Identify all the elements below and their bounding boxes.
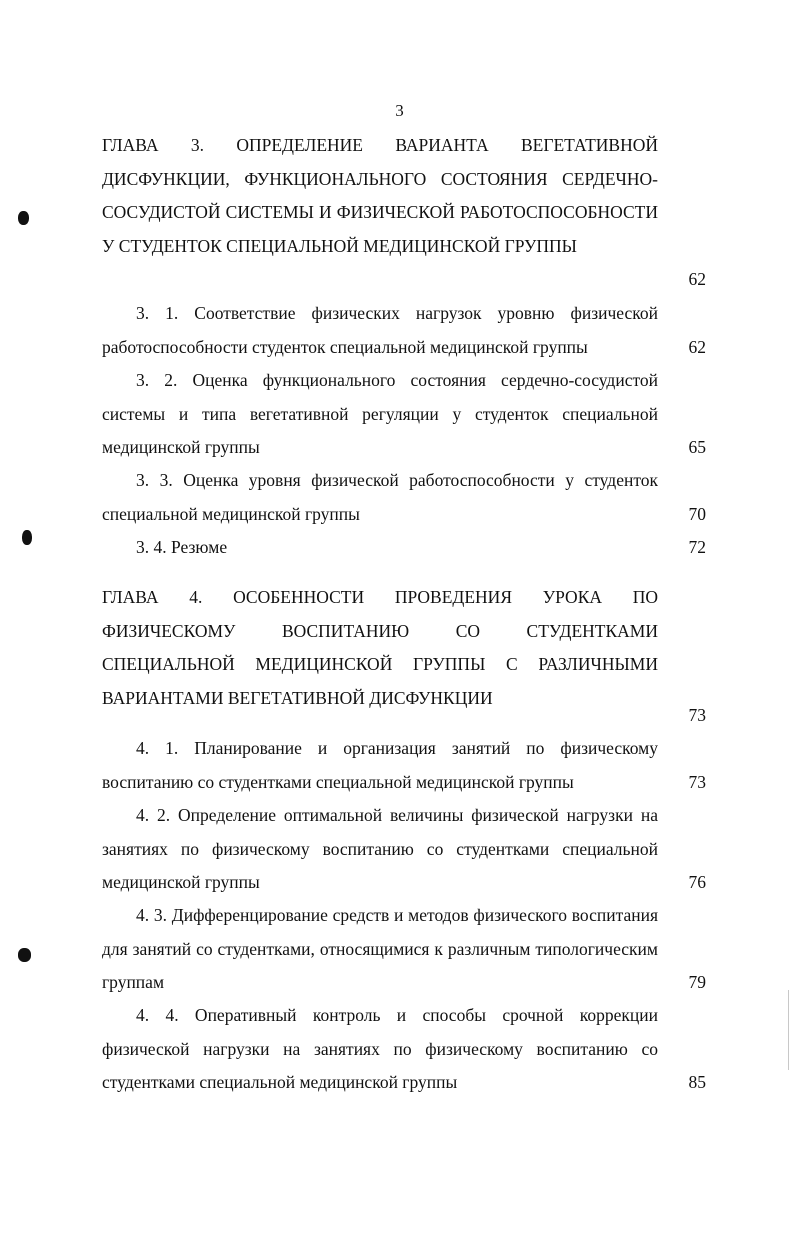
toc-entry-section-4-2 xyxy=(102,799,658,900)
toc-entry-section-4-4 xyxy=(102,999,658,1100)
toc-entry-text: 3. 2. Оценка функционального состояния сердечно-сосудистой системы и типа вегетативной регуляции у студенток специальной медицинской группы xyxy=(102,370,658,457)
toc-entry-text: ГЛАВА 3. ОПРЕДЕЛЕНИЕ ВАРИАНТА ВЕГЕТАТИВНОЙ ДИСФУНКЦИИ, ФУНКЦИОНАЛЬНОГО СОСТОЯНИЯ СЕРДЕЧНО-СОСУДИСТОЙ СИСТЕМЫ И ФИЗИЧЕСКОЙ РАБОТОСПОСОБНОСТИ У СТУДЕНТОК СПЕЦИАЛЬНОЙ МЕДИЦИНСКОЙ ГРУППЫ xyxy=(102,135,658,256)
toc-entry-text: 4. 3. Дифференцирование средств и методов физического воспитания для занятий со студентками, относящимися к различным типологическим группам xyxy=(102,905,658,992)
toc-page-number: 85 xyxy=(688,1072,706,1092)
toc-entry-section-3-2 xyxy=(102,364,658,465)
page-number: 3 xyxy=(395,101,404,120)
scan-blot-mark xyxy=(18,211,29,225)
toc-entry-text: 4. 2. Определение оптимальной величины физической нагрузки на занятиях по физическому воспитанию со студентками специальной медицинской группы xyxy=(102,805,658,892)
toc-entry-text: 4. 4. Оперативный контроль и способы срочной коррекции физической нагрузки на занятиях по физическому воспитанию со студентками специальной медицинской группы xyxy=(102,1005,658,1092)
toc-entry-chapter-4 xyxy=(102,581,658,715)
toc-entry-text: ГЛАВА 4. ОСОБЕННОСТИ ПРОВЕДЕНИЯ УРОКА ПО ФИЗИЧЕСКОМУ ВОСПИТАНИЮ СО СТУДЕНТКАМИ СПЕЦИАЛЬНОЙ МЕДИЦИНСКОЙ ГРУППЫ С РАЗЛИЧНЫМИ ВАРИАНТАМИ ВЕГЕТАТИВНОЙ ДИСФУНКЦИИ xyxy=(102,587,658,708)
toc-entry-section-4-3 xyxy=(102,899,658,1000)
toc-page-number: 76 xyxy=(688,872,706,892)
scan-blot-mark xyxy=(18,948,31,962)
toc-page-number: 73 xyxy=(688,705,706,725)
toc-entry-text: 4. 1. Планирование и организация занятий по физическому воспитанию со студентками специальной медицинской группы xyxy=(102,738,658,792)
scan-faint-line xyxy=(788,990,789,1070)
toc-page-number: 79 xyxy=(688,972,706,992)
toc-entry-section-3-1 xyxy=(102,297,658,364)
toc-entry-text: 3. 4. Резюме xyxy=(136,537,228,557)
toc-entry-section-3-3 xyxy=(102,464,658,531)
toc-page-number: 65 xyxy=(688,437,706,457)
toc-page-number: 72 xyxy=(688,537,706,557)
toc-page-number: 62 xyxy=(688,269,706,289)
toc-page-number: 70 xyxy=(688,504,706,524)
toc-entry-chapter-3 xyxy=(102,129,658,263)
toc-page-number: 73 xyxy=(688,772,706,792)
toc-entry-section-4-1 xyxy=(102,732,658,799)
toc-entry-section-3-4 xyxy=(102,531,658,565)
toc-entry-text: 3. 3. Оценка уровня физической работоспособности у студенток специальной медицинской группы xyxy=(102,470,658,524)
toc-page-number: 62 xyxy=(688,337,706,357)
toc-entry-text: 3. 1. Соответствие физических нагрузок уровню физической работоспособности студенток специальной медицинской группы xyxy=(102,303,658,357)
scan-blot-mark xyxy=(22,530,32,545)
